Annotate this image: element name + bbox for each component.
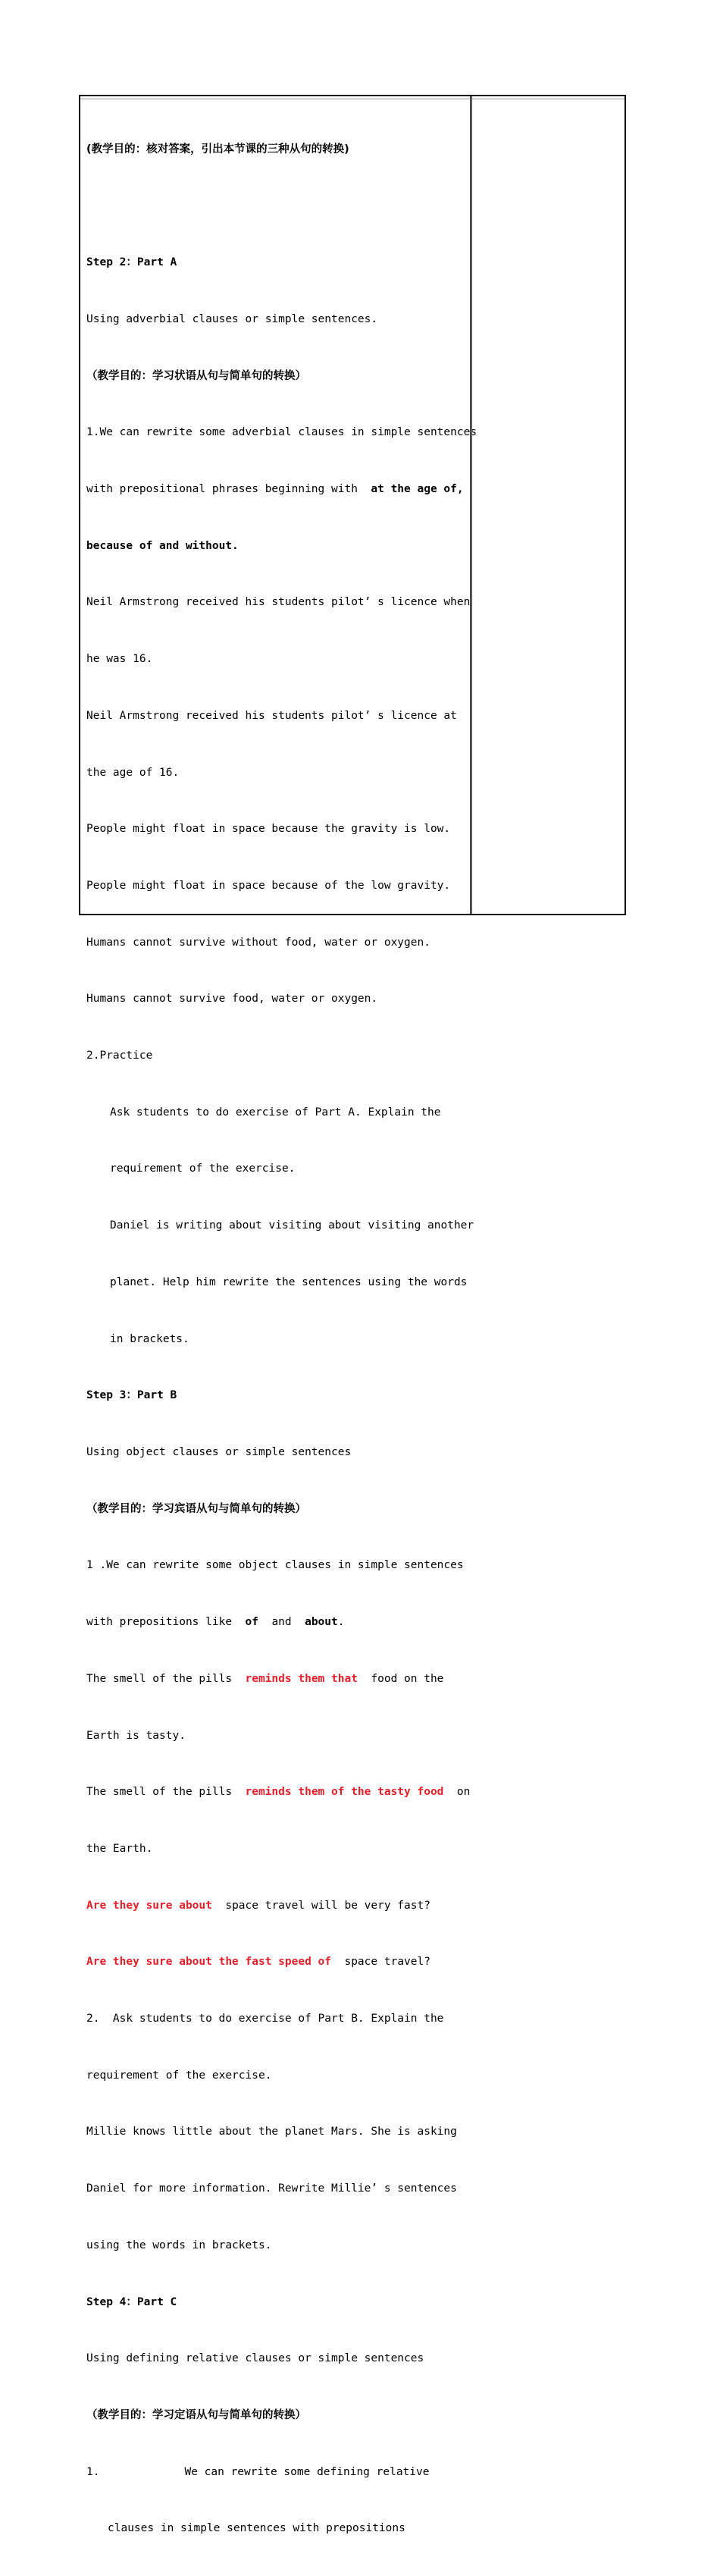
text-line: Neil Armstrong received his students pilot’ s licence when [86,596,471,609]
text-line: Millie knows little about the planet Mars. She is asking [86,2126,457,2138]
step-2-heading: Step 2：Part A [86,256,177,269]
text-line: The smell of the pills reminds them of the tasty food on [86,1786,471,1799]
text-line: Humans cannot survive without food, water or oxygen. [86,936,430,949]
text-line: in brackets. [110,1332,189,1345]
teaching-aim-check-answers: (教学目的：核对答案，引出本节课的三种从句的转换) [86,143,349,155]
text-line: Ask students to do exercise of Part A. Explain the [110,1106,441,1119]
highlight-phrase: at the age of, [371,483,464,496]
text-line: Daniel is writing about visiting about visiting another [110,1219,474,1232]
main-content-cell [86,102,477,2576]
text-line: Using defining relative clauses or simple sentences [86,2352,424,2365]
practice-heading: 2.Practice [86,1050,153,1062]
text-line: Using adverbial clauses or simple sentences. [86,312,378,325]
text-line: Humans cannot survive food, water or oxygen. [86,993,378,1006]
text-line: People might float in space because of the low gravity. [86,879,451,892]
text-line: The smell of the pills reminds them that food on the [86,1672,444,1685]
red-highlight: reminds them of the tasty food [245,1786,444,1799]
lesson-plan-table [79,95,626,2535]
teaching-aim-object: （教学目的：学习宾语从句与简单句的转换） [86,1502,306,1515]
text-line: 1.We can rewrite some adverbial clauses in simple sentences [86,426,477,439]
text-line: he was 16. [86,653,153,666]
text-line: requirement of the exercise. [110,1162,296,1175]
text-line: Using object clauses or simple sentences [86,1445,352,1458]
text-line: with prepositional phrases beginning with at the age of, [86,483,464,496]
text-line: Daniel for more information. Rewrite Millie’ s sentences [86,2182,457,2195]
text-line: 2. Ask students to do exercise of Part B. Explain the [86,2013,444,2025]
text-line: Are they sure about the fast speed of space travel? [86,1956,430,1969]
text-line-bold: because of and without. [86,539,239,552]
text-line: 1 .We can rewrite some object clauses in simple sentences [86,1559,464,1572]
text-line: the Earth. [86,1842,153,1855]
column-divider [470,96,472,914]
text-line: requirement of the exercise. [86,2069,272,2082]
text-line: the age of 16. [86,766,180,779]
text-line: planet. Help him rewrite the sentences using the words [110,1275,468,1288]
teaching-aim-relative: （教学目的：学习定语从句与简单句的转换） [86,2408,306,2421]
text-line: 1. We can rewrite some defining relative [86,2465,430,2478]
text-line: Are they sure about space travel will be very fast? [86,1899,430,1912]
teaching-aim-adverbial: （教学目的：学习状语从句与简单句的转换） [86,369,306,382]
text-line: clauses in simple sentences with prepositions [108,2522,405,2535]
step-4-heading: Step 4：Part C [86,2295,177,2308]
red-highlight: Are they sure about the fast speed of [86,1956,332,1969]
text-line: with prepositions like of and about. [86,1616,345,1629]
text-line: using the words in brackets. [86,2239,272,2251]
red-highlight: reminds them that [245,1672,358,1685]
text-line: People might float in space because the gravity is low. [86,823,451,836]
blank-line [86,197,465,216]
text-line: Earth is tasty. [86,1729,186,1742]
red-highlight: Are they sure about [86,1899,212,1912]
text-line: Neil Armstrong received his students pilot’ s licence at [86,709,457,722]
step-3-heading: Step 3：Part B [86,1389,177,1402]
